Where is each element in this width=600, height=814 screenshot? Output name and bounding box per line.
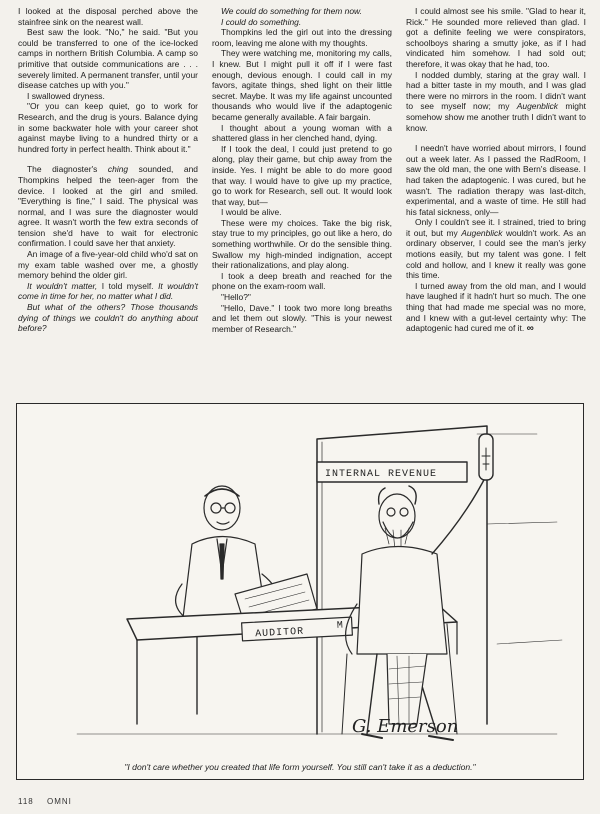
article-column-1 — [18, 6, 198, 394]
nameplate-extra-text: M — [336, 620, 345, 632]
italic-text: Augenblick — [516, 101, 559, 112]
text-run: "Hello?" — [221, 292, 251, 303]
article-paragraph — [18, 164, 198, 249]
italic-text: I could do something. — [221, 16, 302, 27]
article-paragraph — [18, 101, 198, 154]
text-run: An image of a five-year-old child who'd sat on my exam table washed over me, a ghostly memory behind the older girl. — [18, 249, 198, 281]
italic-text: Augenblick — [461, 227, 503, 238]
article-paragraph — [212, 271, 392, 292]
artist-signature: G. Emerson — [352, 716, 459, 737]
article-paragraph — [18, 302, 198, 334]
text-run: Thompkins led the girl out into the dressing room, leaving me alone with my thoughts. — [212, 27, 392, 48]
text-run: I nodded dumbly, staring at the gray wall. I had a bitter taste in my mouth, and I was glad there were no mirrors in the room. I didn't want to see myself now; my — [406, 69, 586, 112]
article-paragraph — [406, 6, 586, 70]
article-column-2 — [212, 6, 392, 394]
article-paragraph — [212, 27, 392, 48]
italic-text: We could do something for them now. — [221, 6, 363, 16]
article-paragraph — [212, 292, 392, 303]
article-paragraph — [212, 17, 392, 28]
text-run: I would be alive. — [221, 207, 282, 218]
end-mark-icon: ∞ — [526, 323, 532, 335]
article-paragraph — [406, 217, 586, 281]
article-paragraph — [212, 218, 392, 271]
italic-text: ching — [107, 164, 129, 175]
text-run: I turned away from the old man, and I would have laughed if it hadn't hurt so much. The one thing that had made me special was no more, and I knew with a gut-level certainty why: The adaptogenic had cured me of it. — [406, 280, 586, 334]
article-paragraph — [212, 123, 392, 144]
italic-text: It wouldn't come in time for her, no matter what I did. — [18, 280, 198, 302]
article-paragraph — [212, 6, 392, 17]
cartoon-illustration — [16, 403, 584, 780]
scientist-figure — [346, 474, 487, 740]
article-paragraph — [212, 207, 392, 218]
page-footer — [18, 797, 72, 806]
article-paragraph — [18, 249, 198, 281]
magazine-name: OMNI — [47, 797, 72, 806]
text-run: They were watching me, monitoring my calls, I knew. But I might pull it off if I were fast enough, devious enough. I could call in my favors, agitate things, shed light on their little secret. Maybe. It was my life against uncounted thousands who would live if the adaptogenic became generally available. A fair bargain. — [212, 48, 392, 122]
text-run: Only I couldn't see it. I strained, tried to bring it out, but my — [406, 217, 586, 238]
text-run: I swallowed dryness. — [27, 90, 105, 101]
cartoon-drawing — [17, 404, 583, 779]
text-run: I needn't have worried about mirrors, I found out a week later. As I passed the RadRoom, I saw the old man, the one with Bern's disease. I had taken the adaptogenic. I was cured, but he wasn't. The radiation therapy was last-ditch, experimental, and a waste of time. He still had his fatal sickness, only— — [406, 143, 586, 217]
article-paragraph — [406, 70, 586, 134]
italic-text: But what of the others? Those thousands dying of things we couldn't do anything about before? — [18, 302, 198, 334]
text-run: I could almost see his smile. "Glad to hear it, Rick." He sounded more relieved than glad. I got a definite feeling we were conspirators, schoolboys sharing a smutty joke, as if I had vindicated him somehow. I had sold out; therefore, it was okay that he had, too. — [406, 6, 586, 69]
auditor-nameplate-text: AUDITOR — [254, 626, 305, 641]
article-paragraph — [18, 6, 198, 27]
text-run: I took a deep breath and reached for the phone on the exam-room wall. — [212, 270, 392, 292]
text-run: I thought about a young woman with a shattered glass in her clenched hand, dying. — [212, 122, 392, 144]
article-paragraph — [18, 27, 198, 91]
test-tube — [479, 434, 493, 480]
text-run: "Or you can keep quiet, go to work for Research, and the drug is yours. Balance dying in some backwater hole with your career shot against maybe living to a hundred thirty or a hundred forty in perfect health. Think about it." — [18, 101, 198, 154]
article-paragraph — [406, 281, 586, 335]
article-paragraph — [18, 281, 198, 302]
page-number: 118 — [18, 797, 34, 806]
article-columns — [18, 6, 586, 394]
text-run: "Hello, Dave." I took two more long breaths and let them out slowly. "This is your newest member of Research." — [212, 302, 392, 334]
article-paragraph — [212, 303, 392, 335]
article-paragraph — [18, 91, 198, 102]
text-run: wouldn't work. As an ordinary observer, I could see the man's jerky motions easily, but my talent was gone. I felt cold and hollow, and I knew it really was gone this time. — [406, 227, 586, 281]
article-paragraph — [406, 143, 586, 217]
text-run: I told myself. — [97, 280, 159, 291]
cartoon-caption: "I don't care whether you created that life form yourself. You still can't take it as a deduction." — [124, 762, 476, 772]
text-run: If I took the deal, I could just pretend to go along, play their game, but chip away from the inside. Yes. I might be able to do more good that way. I would have to give up my practice, go to work for Research, sell out. It would look that way, but— — [212, 143, 392, 207]
internal-revenue-sign — [317, 462, 467, 482]
internal-revenue-sign-text: INTERNAL REVENUE — [325, 469, 438, 480]
text-run: Best saw the look. "No," he said. "But you could be transferred to one of the ice-locked camps in northern British Columbia. A camp so primitive that outside communications are . . . severely limited. A permanent transfer, until your disease catches up with you." — [18, 27, 198, 91]
text-run: These were my choices. Take the big risk, stay true to my principles, go out like a hero, do something worthwhile. Or do the sensible thing. Swallow my high-minded indignation, accept their rationalizations, and play along. — [212, 217, 392, 271]
article-column-3 — [406, 6, 586, 394]
article-paragraph — [212, 144, 392, 208]
text-run: I looked at the disposal perched above the stainfree sink on the nearest wall. — [18, 6, 198, 27]
text-run: sounded, and Thompkins helped the teen-ager from the device. I looked at the girl and smiled. "Everything is fine," I said. The physical was normal, and I was sure the diagnoster would agree. It wasn't worth the few extra seconds of tension she'd have to wait for electronic confirmation. I could save her that anxiety. — [18, 164, 198, 249]
text-run: The diagnoster's — [27, 164, 108, 175]
article-paragraph — [212, 48, 392, 122]
text-run: might somehow show me another truth I didn't want to know. — [406, 101, 586, 133]
italic-text: It wouldn't matter, — [27, 280, 98, 291]
